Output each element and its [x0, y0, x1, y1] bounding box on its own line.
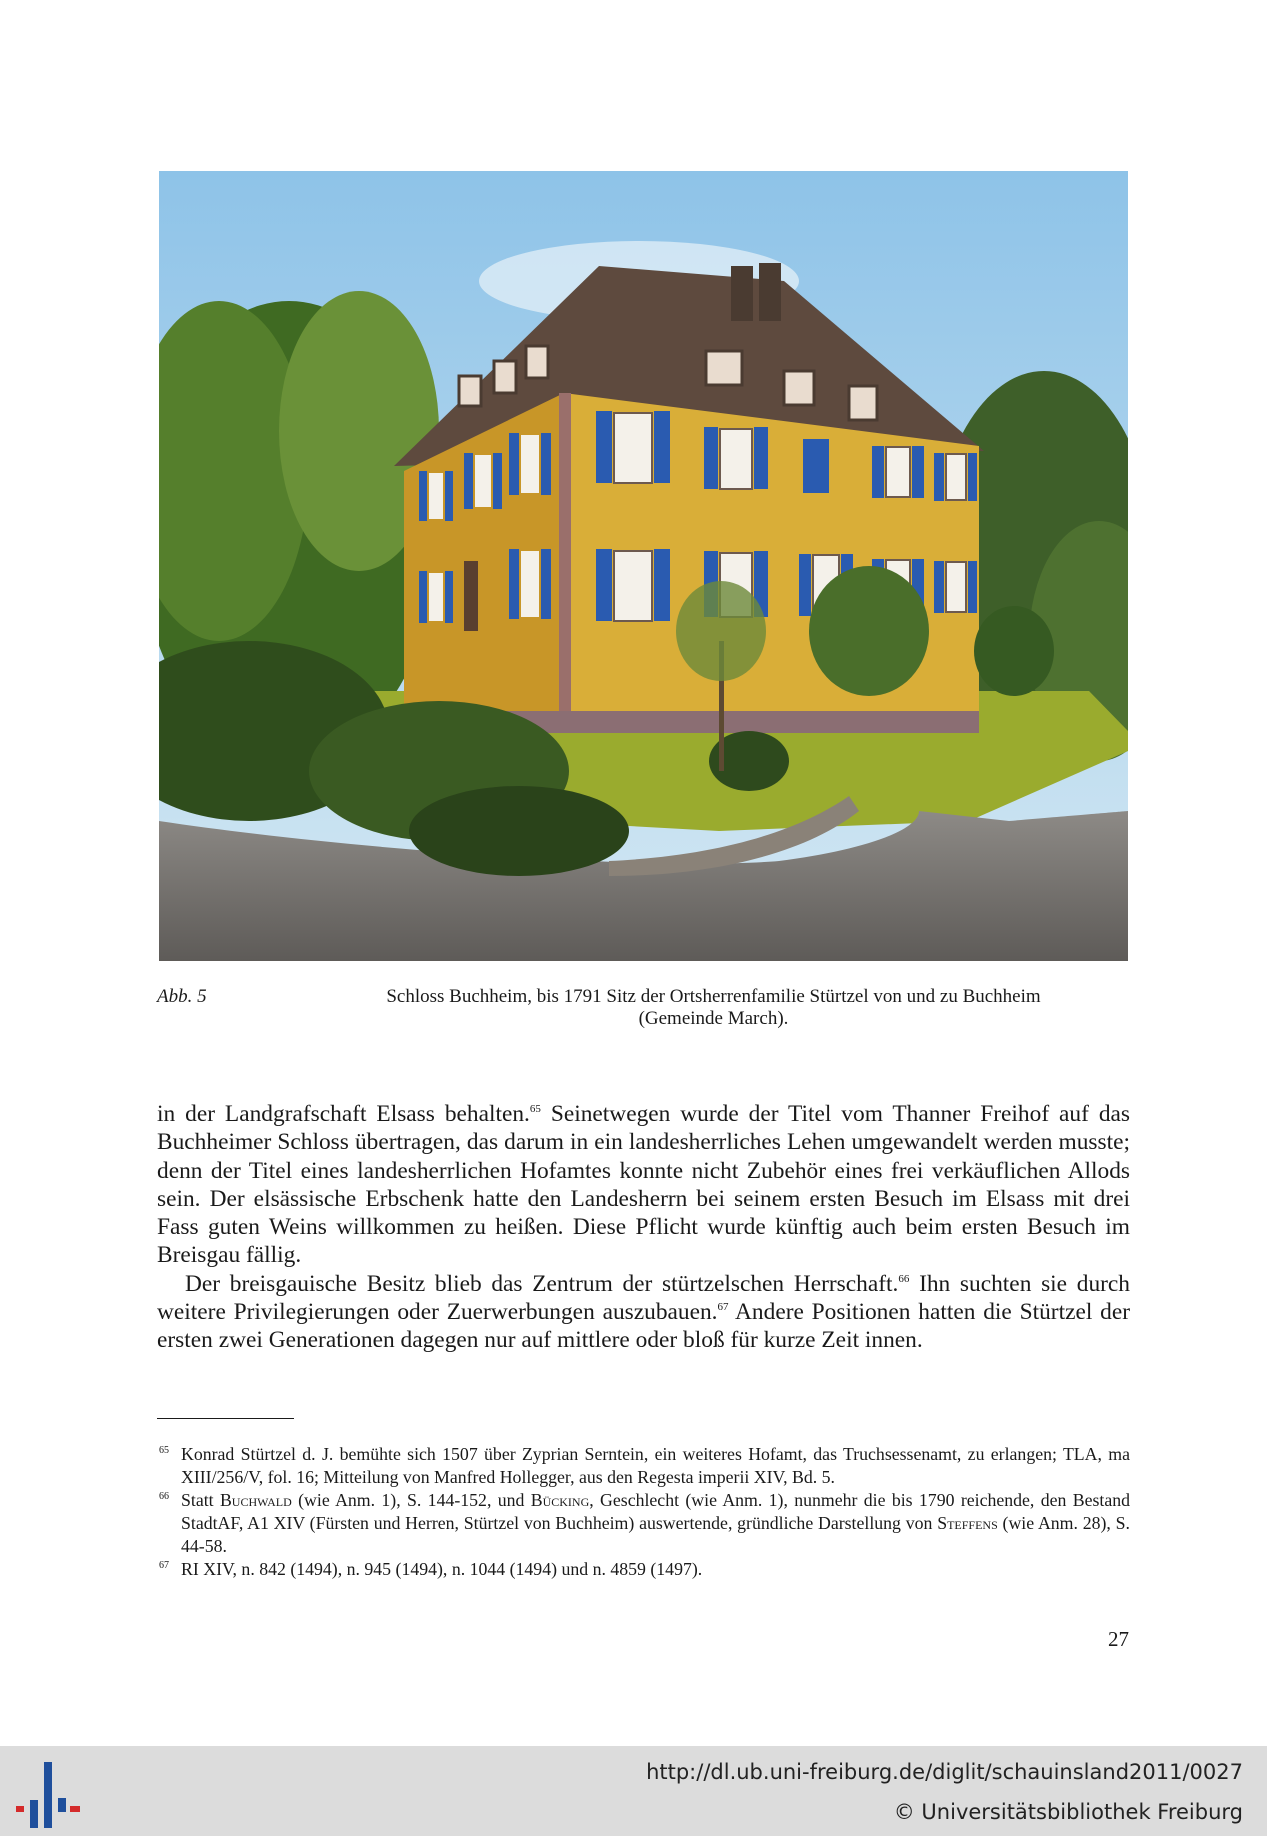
- library-footer: [0, 1746, 1267, 1836]
- author-name: Bücking: [530, 1490, 590, 1510]
- footnote-text: RI XIV, n. 842 (1494), n. 945 (1494), n. 1044 (1494) und n. 4859 (1497).: [181, 1559, 703, 1579]
- footnote-ref-65[interactable]: 65: [529, 1103, 541, 1116]
- source-url[interactable]: http://dl.ub.uni-freiburg.de/diglit/schauinsland2011/0027: [646, 1760, 1243, 1784]
- body-text: [157, 1100, 1130, 1355]
- footnotes: [157, 1443, 1130, 1581]
- author-name: Buchwald: [219, 1490, 292, 1510]
- paragraph-1-part-b: Seinetwegen wurde der Titel vom Thanner Freihof auf das Buchheimer Schloss übertragen, das darum in ein landesherrliches Lehen umgewandelt werden musste; denn der Titel eines landesherrlichen Hofamtes konnte nicht Zubehör eines frei verkäuflichen Allods sein. Der elsässische Erbschenk hatte den Landesherrn bei seinem ersten Besuch im Elsass mit drei Fass guten Weins willkommen zu heißen. Diese Pflicht wurde künftig auch beim ersten Besuch im Breisgau fällig.: [157, 1101, 1131, 1269]
- paragraph-2-part-b: Ihn suchten sie durch weitere Privilegierungen oder Zuerwerbungen auszubauen.: [157, 1270, 1131, 1326]
- page-number: 27: [1108, 1627, 1129, 1651]
- figure-photo-schloss-buchheim: [159, 171, 1128, 961]
- copyright-notice: © Universitätsbibliothek Freiburg: [893, 1800, 1243, 1824]
- paragraph-1: [157, 1100, 1130, 1270]
- footnote-ref-66[interactable]: 66: [898, 1272, 910, 1285]
- caption-line-2: (Gemeinde March).: [638, 1008, 789, 1029]
- figure-label: Abb. 5: [157, 986, 207, 1007]
- paragraph-1-part-a: in der Landgrafschaft Elsass behalten.: [157, 1101, 530, 1127]
- schloss-photo-illustration: [159, 171, 1128, 961]
- footnote-67: 67 RI XIV, n. 842 (1494), n. 945 (1494), n. 1044 (1494) und n. 4859 (1497).: [159, 1559, 703, 1579]
- footnote-text: , Geschlecht (wie Anm. 1), nunmehr die bis 1790 reichende, den Bestand StadtAF, A1 XIV (Fürsten und Herren, Stürtzel von Buchheim) auswertende, gründliche Darstellung von: [181, 1490, 1130, 1533]
- caption-line-1: Schloss Buchheim, bis 1791 Sitz der Ortsherrenfamilie Stürtzel von und zu Buchheim: [386, 986, 1041, 1007]
- paragraph-2-part-c: Andere Positionen hatten die Stürtzel der ersten zwei Generationen dagegen nur auf mittlere oder bloß für kurze Zeit innen.: [157, 1299, 1130, 1354]
- footnote-text: Konrad Stürtzel d. J. bemühte sich 1507 über Zyprian Serntein, ein weiteres Hofamt, das Truchsessenamt, zu erlangen; TLA, ma XIII/256/V, fol. 16; Mitteilung von Manfred Hollegger, aus den Regesta imperii XIV, Bd. 5.: [181, 1444, 1130, 1487]
- author-name: Steffens: [937, 1513, 998, 1533]
- footnote-66: 66 Statt Buchwald (wie Anm. 1), S. 144-152, und Bücking, Geschlecht (wie Anm. 1), nunmehr die bis 1790 reichende, den Bestand StadtAF, A1 XIV (Fürsten und Herren, Stürtzel von Buchheim) auswertende, gründliche Darstellung von Steffens (wie Anm. 28), S. 44-58.: [159, 1490, 1130, 1556]
- footnote-divider: [157, 1418, 294, 1419]
- ub-freiburg-logo-icon: [16, 1760, 80, 1828]
- footnote-text: Statt: [181, 1490, 220, 1510]
- footnote-text: (wie Anm. 1), S. 144-152, und: [291, 1490, 531, 1510]
- paragraph-2-part-a: Der breisgauische Besitz blieb das Zentrum der stürtzelschen Herrschaft.: [185, 1270, 899, 1297]
- footnote-text: (wie Anm. 28), S. 44-58.: [181, 1513, 1130, 1556]
- figure-caption-text: [297, 986, 1130, 1030]
- footnote-65: 65 Konrad Stürtzel d. J. bemühte sich 1507 über Zyprian Serntein, ein weiteres Hofamt, das Truchsessenamt, zu erlangen; TLA, ma XIII/256/V, fol. 16; Mitteilung von Manfred Hollegger, aus den Regesta imperii XIV, Bd. 5.: [159, 1444, 1130, 1487]
- paragraph-2: [157, 1270, 1130, 1355]
- footnote-ref-67[interactable]: 67: [717, 1301, 729, 1314]
